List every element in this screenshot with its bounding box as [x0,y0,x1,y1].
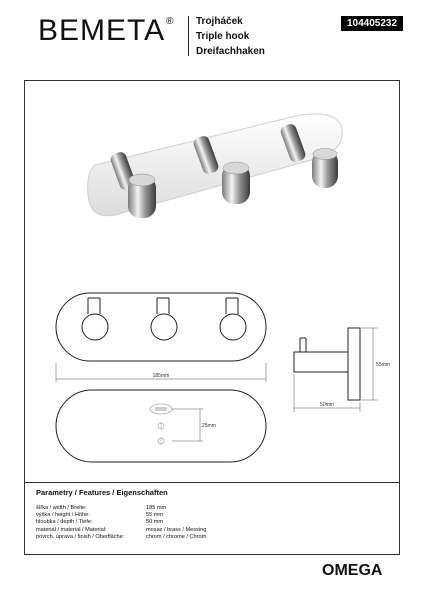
side-dimensions [294,328,378,412]
side-view [294,328,360,400]
title-cz: Trojháček [196,16,243,27]
product-photo [88,114,343,218]
title-de: Dreifachhaken [196,46,265,57]
title-en: Triple hook [196,31,250,42]
param-row: materiál / material / Material: mosaz / brass / Messing [36,526,207,533]
back-view [56,390,266,462]
param-row: povrch. úprava / finish / Oberfläche: chrom / chrome / Chrom [36,533,207,540]
height-label: 55mm [376,362,390,368]
model-name: OMEGA [322,562,383,579]
brand-logo: BEMETA® [38,14,175,47]
params-divider [24,482,400,483]
product-code: 104405232 [341,16,403,31]
width-label: 185mm [152,373,170,379]
mount-label: 25mm [202,423,216,429]
param-row: výška / height / Höhe: 55 mm [36,512,164,519]
param-row: hloubka / depth / Tiefe: 50 mm [36,519,164,526]
front-view [56,293,266,361]
params-list [36,505,206,541]
param-row: šířka / width / Breite: 185 mm [36,505,167,511]
params-title: Parametry / Features / Eigenschaften [36,488,168,497]
depth-label: 50mm [320,402,334,408]
